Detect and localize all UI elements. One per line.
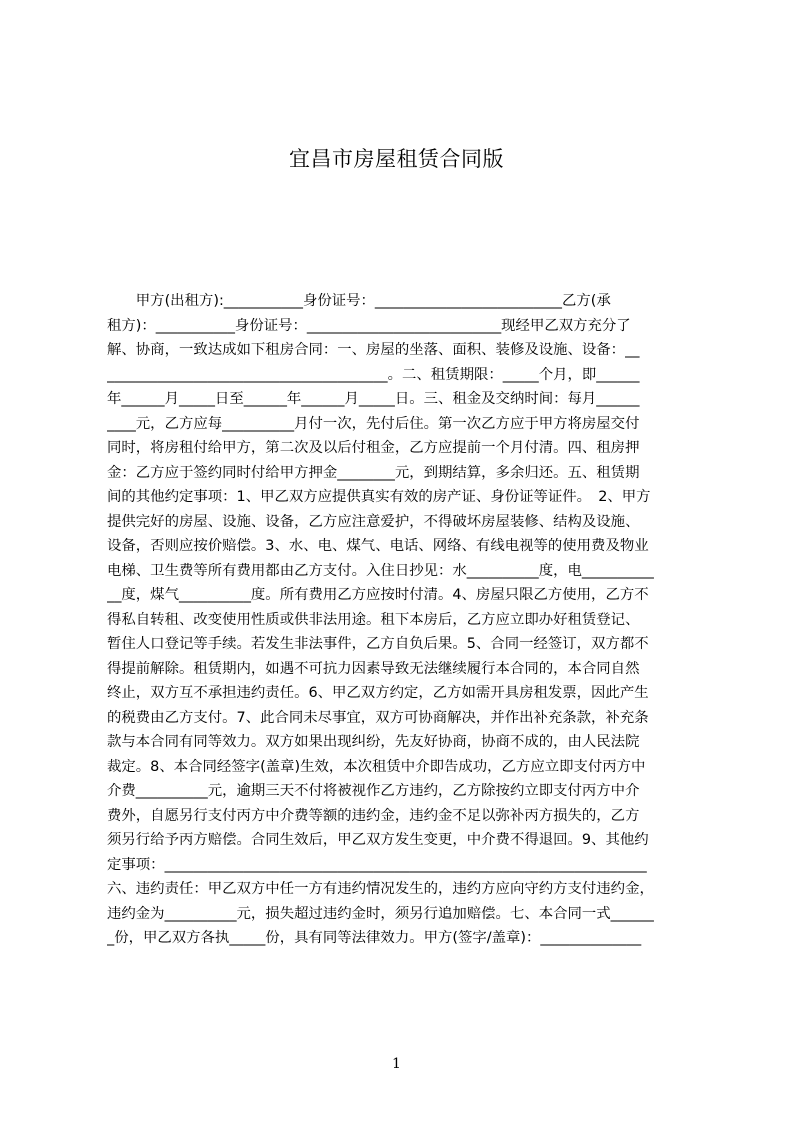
contract-line: 设备，否则应按价赔偿。3、水、电、煤气、电话、网络、有线电视等的使用费及物业 (107, 538, 649, 554)
contract-line: 间的其他约定事项：1、甲乙双方应提供真实有效的房产证、身份证等证件。 2、甲方 (107, 489, 651, 505)
contract-line: 的税费由乙方支付。7、此合同未尽事宜，双方可协商解决，并作出补充条款，补充条 (107, 709, 649, 726)
contract-line: 得私自转租、改变使用性质或供非法用途。租下本房后，乙方应立即办好租赁登记、 (107, 611, 640, 628)
contract-line: 电梯、卫生费等所有费用都由乙方支付。入住日抄见：水__________度，电__________ (107, 562, 654, 579)
contract-line: ____元，乙方应每__________月付一次，先付后住。第一次乙方应于甲方将房屋交付 (107, 415, 640, 432)
contract-line: 解、协商，一致达成如下租房合同：一、房屋的坐落、面积、装修及设施、设备：__ (107, 342, 640, 358)
contract-line: 金：乙方应于签约同时付给甲方押金________元，到期结算，多余归还。五、租赁期 (107, 464, 640, 481)
page-number: 1 (392, 1056, 401, 1072)
contract-line: 得提前解除。租赁期内，如遇不可抗力因素导致无法继续履行本合同的，本合同自然 (107, 660, 640, 677)
contract-line: 租方)：___________身份证号：___________________________现经甲乙双方充分了 (107, 317, 631, 334)
contract-line: 费外，自愿另行支付丙方中介费等额的违约金，违约金不足以弥补丙方损失的，乙方 (107, 807, 640, 824)
contract-line: 违约金为__________元，损失超过违约金时，须另行追加赔偿。七、本合同一式______ (107, 905, 654, 922)
contract-line: 终止，双方互不承担违约责任。6、甲乙双方约定，乙方如需开具房租发票，因此产生 (107, 685, 649, 701)
contract-line: 定事项：___________________________________________________________________ (107, 856, 647, 873)
contract-line: 须另行给予丙方赔偿。合同生效后，甲乙双方发生变更，中介费不得退回。9、其他约 (107, 832, 649, 848)
contract-line: 提供完好的房屋、设施、设备，乙方应注意爱护，不得破坏房屋装修、结构及设施、 (107, 513, 640, 530)
document-title: 宜昌市房屋租赁合同版 (289, 147, 504, 171)
contract-line: 甲方(出租方):___________身份证号：__________________________乙方(承 (107, 293, 611, 309)
contract-line: 款与本合同有同等效力。双方如果出现纠纷，先友好协商，协商不成的，由人民法院 (107, 734, 640, 750)
contract-line: 同时，将房租付给甲方，第二次及以后付租金，乙方应提前一个月付清。四、租房押 (107, 440, 640, 456)
contract-line: 六、违约责任：甲乙双方中任一方有违约情况发生的，违约方应向守约方支付违约金， (107, 881, 654, 897)
contract-line: __度，煤气__________度。所有费用乙方应按时付清。4、房屋只限乙方使用，乙方不 (107, 587, 649, 603)
contract-line: 介费__________元，逾期三天不付将被视作乙方违约，乙方除按约立即支付丙方中介 (107, 783, 640, 799)
contract-line: 年______月_____日至______年______月_____日。三、租金及交纳时间：每月______ (107, 391, 640, 407)
contract-line: 裁定。8、本合同经签字(盖章)生效，本次租赁中介即告成功，乙方应立即支付丙方中 (107, 758, 646, 775)
contract-line: _份，甲乙双方各执_____份，具有同等法律效力。甲方(签字/盖章)：______________ (107, 930, 642, 946)
contract-body (107, 0, 697, 961)
contract-line: _______________________________________。二、租赁期限：_____个月，即______ (107, 366, 640, 383)
contract-line: 暂住人口登记等手续。若发生非法事件，乙方自负后果。5、合同一经签订，双方都不 (107, 636, 649, 652)
